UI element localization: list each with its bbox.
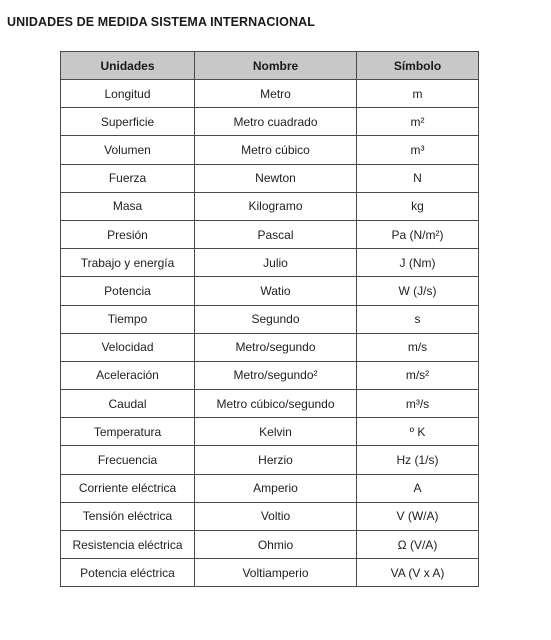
cell-nombre: Newton [195,164,357,192]
cell-nombre: Segundo [195,305,357,333]
column-header-nombre: Nombre [195,52,357,80]
cell-nombre: Pascal [195,220,357,248]
cell-nombre: Voltio [195,502,357,530]
cell-unidad: Fuerza [61,164,195,192]
cell-nombre: Metro/segundo² [195,361,357,389]
cell-nombre: Metro/segundo [195,333,357,361]
table-row [61,277,479,305]
cell-nombre: Watio [195,277,357,305]
cell-nombre: Metro cúbico/segundo [195,390,357,418]
table-row [61,390,479,418]
cell-unidad: Velocidad [61,333,195,361]
table-row [61,80,479,108]
cell-unidad: Masa [61,192,195,220]
cell-simbolo: J (Nm) [357,249,479,277]
table-row [61,361,479,389]
table-row [61,164,479,192]
cell-simbolo: Hz (1/s) [357,446,479,474]
table-row [61,418,479,446]
cell-unidad: Aceleración [61,361,195,389]
table-row [61,502,479,530]
cell-simbolo: s [357,305,479,333]
cell-simbolo: Pa (N/m²) [357,220,479,248]
table-row [61,192,479,220]
cell-nombre: Amperio [195,474,357,502]
cell-simbolo: m/s² [357,361,479,389]
cell-simbolo: m³ [357,136,479,164]
table-body [61,80,479,587]
cell-nombre: Metro cúbico [195,136,357,164]
cell-nombre: Voltiamperio [195,559,357,587]
table-row [61,474,479,502]
cell-simbolo: m² [357,108,479,136]
units-table [60,51,479,587]
cell-unidad: Potencia [61,277,195,305]
table-row [61,136,479,164]
cell-simbolo: W (J/s) [357,277,479,305]
cell-simbolo: A [357,474,479,502]
table-row [61,446,479,474]
cell-simbolo: Ω (V/A) [357,531,479,559]
cell-simbolo: N [357,164,479,192]
table-row [61,108,479,136]
cell-nombre: Ohmio [195,531,357,559]
table-header [61,52,479,80]
cell-unidad: Tensión eléctrica [61,502,195,530]
cell-simbolo: VA (V x A) [357,559,479,587]
cell-simbolo: V (W/A) [357,502,479,530]
cell-nombre: Metro cuadrado [195,108,357,136]
table-row [61,559,479,587]
cell-unidad: Superficie [61,108,195,136]
header-row [61,52,479,80]
table-row [61,220,479,248]
cell-unidad: Longitud [61,80,195,108]
cell-unidad: Presión [61,220,195,248]
page-title: UNIDADES DE MEDIDA SISTEMA INTERNACIONAL [7,15,315,29]
cell-nombre: Kilogramo [195,192,357,220]
cell-simbolo: kg [357,192,479,220]
table-row [61,305,479,333]
table-row [61,333,479,361]
cell-unidad: Caudal [61,390,195,418]
cell-simbolo: m³/s [357,390,479,418]
cell-unidad: Potencia eléctrica [61,559,195,587]
table-row [61,249,479,277]
column-header-unidades: Unidades [61,52,195,80]
cell-nombre: Metro [195,80,357,108]
cell-unidad: Tiempo [61,305,195,333]
cell-simbolo: º K [357,418,479,446]
cell-unidad: Resistencia eléctrica [61,531,195,559]
table-row [61,531,479,559]
cell-nombre: Herzio [195,446,357,474]
cell-unidad: Corriente eléctrica [61,474,195,502]
cell-unidad: Volumen [61,136,195,164]
column-header-simbolo: Símbolo [357,52,479,80]
cell-unidad: Frecuencia [61,446,195,474]
cell-nombre: Julio [195,249,357,277]
cell-unidad: Trabajo y energía [61,249,195,277]
cell-unidad: Temperatura [61,418,195,446]
cell-simbolo: m [357,80,479,108]
cell-nombre: Kelvin [195,418,357,446]
cell-simbolo: m/s [357,333,479,361]
